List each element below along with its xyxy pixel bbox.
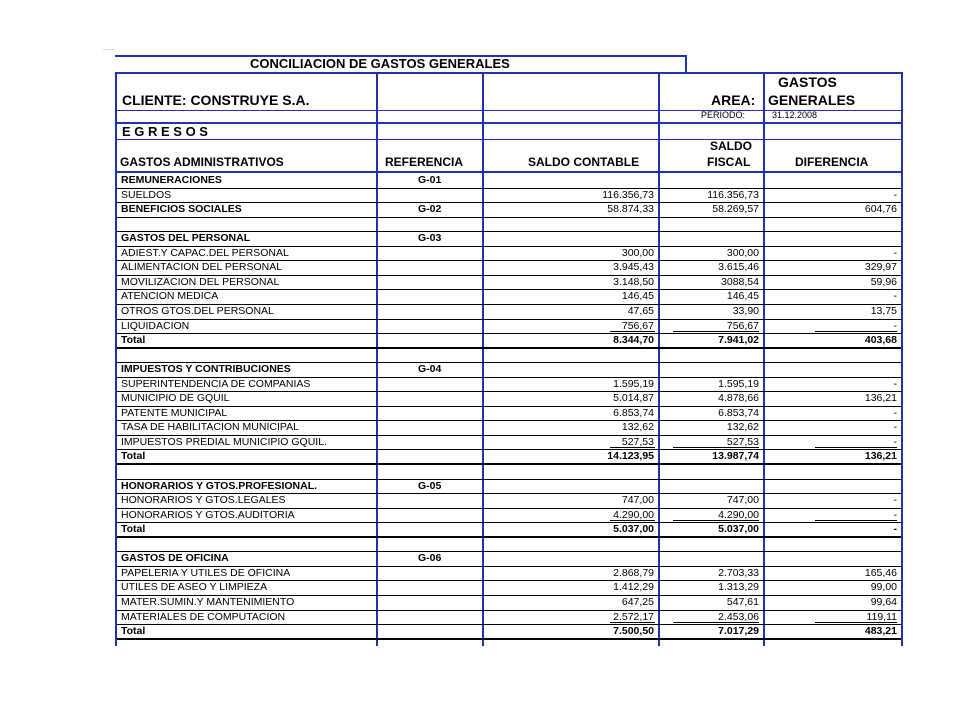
difference-value: 136,21: [864, 450, 897, 463]
book-balance-value: 1.412,29: [613, 581, 654, 594]
column-divider: [763, 72, 765, 646]
difference-value: 403,68: [864, 334, 897, 347]
row-separator: [117, 406, 901, 407]
row-separator: [117, 624, 901, 625]
difference-value: -: [893, 377, 897, 390]
fiscal-balance-value: 33,90: [732, 304, 759, 317]
row-label: OTROS GTOS.DEL PERSONAL: [121, 304, 274, 317]
row-label: HONORARIOS Y GTOS.AUDITORIA: [121, 508, 295, 521]
row-separator: [117, 333, 901, 334]
book-balance-value: 6.853,74: [613, 406, 654, 419]
book-balance-value: 58.874,33: [607, 203, 654, 216]
book-balance-value: 7.500,50: [613, 625, 654, 638]
column-header-fiscal: FISCAL: [707, 155, 751, 169]
total-label: Total: [121, 334, 146, 347]
corner-mark: ____: [103, 45, 115, 51]
difference-value: -: [893, 435, 897, 448]
subtotal-underline: [673, 520, 759, 521]
total-label: Total: [121, 625, 146, 638]
fiscal-balance-value: 4.290,00: [718, 508, 759, 521]
row-label: LIQUIDACION: [121, 319, 190, 332]
fiscal-balance-value: 116.356,73: [707, 188, 759, 201]
row-separator: [117, 188, 901, 189]
book-balance-value: 756,67: [621, 319, 654, 332]
difference-value: -: [893, 246, 897, 259]
row-label: MATER.SUMIN.Y MANTENIMIENTO: [121, 595, 295, 608]
area-label: AREA:: [711, 92, 756, 108]
difference-value: 99,64: [870, 595, 897, 608]
fiscal-balance-value: 7.017,29: [718, 625, 759, 638]
row-label: ADIEST.Y CAPAC.DEL PERSONAL: [121, 246, 289, 259]
row-label: ATENCION MEDICA: [121, 290, 219, 303]
row-label: HONORARIOS Y GTOS.LEGALES: [121, 494, 286, 507]
difference-value: 59,96: [870, 275, 897, 288]
fiscal-balance-value: 756,67: [726, 319, 759, 332]
row-label: MUNICIPIO DE GQUIL: [121, 392, 230, 405]
fiscal-balance-value: 132,62: [726, 421, 759, 434]
subtotal-underline: [610, 520, 655, 521]
row-label: GASTOS DE OFICINA: [121, 552, 229, 565]
row-separator: [117, 522, 901, 523]
fiscal-balance-value: 300,00: [726, 246, 759, 259]
row-label: SUPERINTENDENCIA DE COMPANIAS: [121, 377, 311, 390]
column-divider: [482, 72, 484, 646]
row-label: TASA DE HABILITACION MUNICIPAL: [121, 421, 299, 434]
row-label: MATERIALES DE COMPUTACION: [121, 610, 286, 623]
fiscal-balance-value: 13.987,74: [712, 450, 759, 463]
fiscal-balance-value: 747,00: [726, 494, 759, 507]
difference-value: 329,97: [864, 261, 897, 274]
difference-value: -: [893, 290, 897, 303]
table-border-right: [901, 72, 903, 646]
header-divider: [115, 171, 903, 173]
fiscal-balance-value: 2.453,06: [718, 610, 759, 623]
row-label: PATENTE MUNICIPAL: [121, 406, 228, 419]
fiscal-balance-value: 1.595,19: [718, 377, 759, 390]
row-label: HONORARIOS Y GTOS.PROFESIONAL.: [121, 479, 318, 492]
row-separator: [117, 551, 901, 552]
row-reference: G-01: [418, 174, 442, 186]
total-label: Total: [121, 450, 146, 463]
column-header-difference: DIFERENCIA: [795, 155, 869, 169]
difference-value: 99,00: [870, 581, 897, 594]
client-name: CLIENTE: CONSTRUYE S.A.: [122, 92, 310, 108]
period-label: PERIODO:: [701, 110, 746, 120]
subtotal-underline: [673, 622, 759, 623]
title-border-right: [685, 55, 687, 73]
book-balance-value: 2.572,17: [613, 610, 654, 623]
book-balance-value: 5.037,00: [613, 523, 654, 536]
row-label: ALIMENTACION DEL PERSONAL: [121, 261, 283, 274]
area-value: GASTOS: [778, 74, 837, 90]
book-balance-value: 3.945,43: [613, 261, 654, 274]
subtotal-underline: [815, 447, 897, 448]
row-separator: [117, 319, 901, 320]
column-divider: [376, 72, 378, 646]
section-title: E G R E S O S: [122, 124, 208, 139]
fiscal-balance-value: 6.853,74: [718, 406, 759, 419]
fiscal-balance-value: 146,45: [726, 290, 759, 303]
header-divider: [115, 122, 903, 124]
difference-value: 119,11: [866, 610, 897, 623]
subtotal-underline: [610, 447, 655, 448]
total-label: Total: [121, 523, 146, 536]
area-value: GENERALES: [768, 92, 856, 108]
row-reference: G-05: [418, 479, 442, 492]
book-balance-value: 527,53: [621, 435, 654, 448]
fiscal-balance-value: 7.941,02: [718, 334, 759, 347]
row-reference: G-03: [418, 232, 442, 245]
row-label: MOVILIZACION DEL PERSONAL: [121, 275, 280, 288]
subtotal-underline: [815, 331, 897, 332]
book-balance-value: 146,45: [621, 290, 654, 303]
difference-value: 604,76: [864, 203, 897, 216]
sheet-title: CONCILIACION DE GASTOS GENERALES: [250, 56, 510, 71]
book-balance-value: 300,00: [621, 246, 654, 259]
header-divider: [115, 139, 903, 140]
book-balance-value: 8.344,70: [613, 334, 654, 347]
fiscal-balance-value: 5.037,00: [718, 523, 759, 536]
period-value: 31.12.2008: [772, 110, 818, 120]
subtotal-underline: [673, 447, 759, 448]
difference-value: -: [893, 494, 897, 507]
column-header-book-balance: SALDO CONTABLE: [528, 155, 640, 169]
column-header-concept: GASTOS ADMINISTRATIVOS: [120, 155, 284, 169]
fiscal-balance-value: 58.269,57: [712, 203, 759, 216]
difference-value: 136,21: [864, 392, 897, 405]
row-label: GASTOS DEL PERSONAL: [121, 232, 251, 245]
subtotal-underline: [673, 331, 759, 332]
difference-value: 165,46: [864, 566, 897, 579]
difference-value: -: [893, 508, 897, 521]
fiscal-balance-value: 4.878,66: [718, 392, 759, 405]
column-header-reference: REFERENCIA: [385, 155, 464, 169]
fiscal-balance-value: 547,61: [726, 595, 759, 608]
book-balance-value: 116.356,73: [602, 188, 654, 201]
book-balance-value: 5.014,87: [613, 392, 654, 405]
subtotal-underline: [610, 331, 655, 332]
table-border-left: [115, 72, 117, 646]
fiscal-balance-value: 527,53: [726, 435, 759, 448]
book-balance-value: 747,00: [621, 494, 654, 507]
difference-value: 483,21: [864, 625, 897, 638]
book-balance-value: 4.290,00: [613, 508, 654, 521]
book-balance-value: 1.595,19: [613, 377, 654, 390]
column-divider: [658, 72, 660, 646]
subtotal-underline: [610, 622, 655, 623]
subtotal-underline: [815, 520, 897, 521]
fiscal-balance-value: 2.703,33: [718, 566, 759, 579]
total-separator: [117, 536, 901, 538]
difference-value: -: [893, 406, 897, 419]
row-label: IMPUESTOS PREDIAL MUNICIPIO GQUIL.: [121, 435, 327, 448]
book-balance-value: 3.148,50: [613, 275, 654, 288]
difference-value: -: [893, 319, 897, 332]
fiscal-balance-value: 3.615,46: [718, 261, 759, 274]
total-separator: [117, 347, 901, 349]
row-separator: [117, 391, 901, 392]
total-separator: [117, 638, 901, 640]
fiscal-balance-value: 3088,54: [721, 275, 759, 288]
subtotal-underline: [815, 622, 897, 623]
row-separator: [117, 217, 901, 218]
difference-value: -: [893, 421, 897, 434]
row-label: UTILES DE ASEO Y LIMPIEZA: [121, 581, 268, 594]
row-label: SUELDOS: [121, 188, 172, 201]
row-separator: [117, 449, 901, 450]
row-label: IMPUESTOS Y CONTRIBUCIONES: [121, 363, 291, 376]
row-reference: G-06: [418, 552, 442, 565]
difference-value: -: [893, 188, 897, 201]
book-balance-value: 647,25: [621, 595, 654, 608]
row-reference: G-04: [418, 363, 442, 376]
book-balance-value: 2.868,79: [613, 566, 654, 579]
book-balance-value: 132,62: [621, 421, 654, 434]
column-header-fiscal: SALDO: [710, 139, 752, 153]
total-separator: [117, 463, 901, 465]
difference-value: -: [893, 523, 897, 536]
book-balance-value: 47,65: [627, 304, 654, 317]
book-balance-value: 14.123,95: [607, 450, 654, 463]
fiscal-balance-value: 1.313,29: [718, 581, 759, 594]
row-label: REMUNERACIONES: [121, 174, 222, 186]
row-separator: [117, 289, 901, 290]
row-label: BENEFICIOS SOCIALES: [121, 203, 242, 216]
row-reference: G-02: [418, 203, 442, 216]
difference-value: 13,75: [870, 304, 897, 317]
row-label: PAPELERIA Y UTILES DE OFICINA: [121, 566, 291, 579]
